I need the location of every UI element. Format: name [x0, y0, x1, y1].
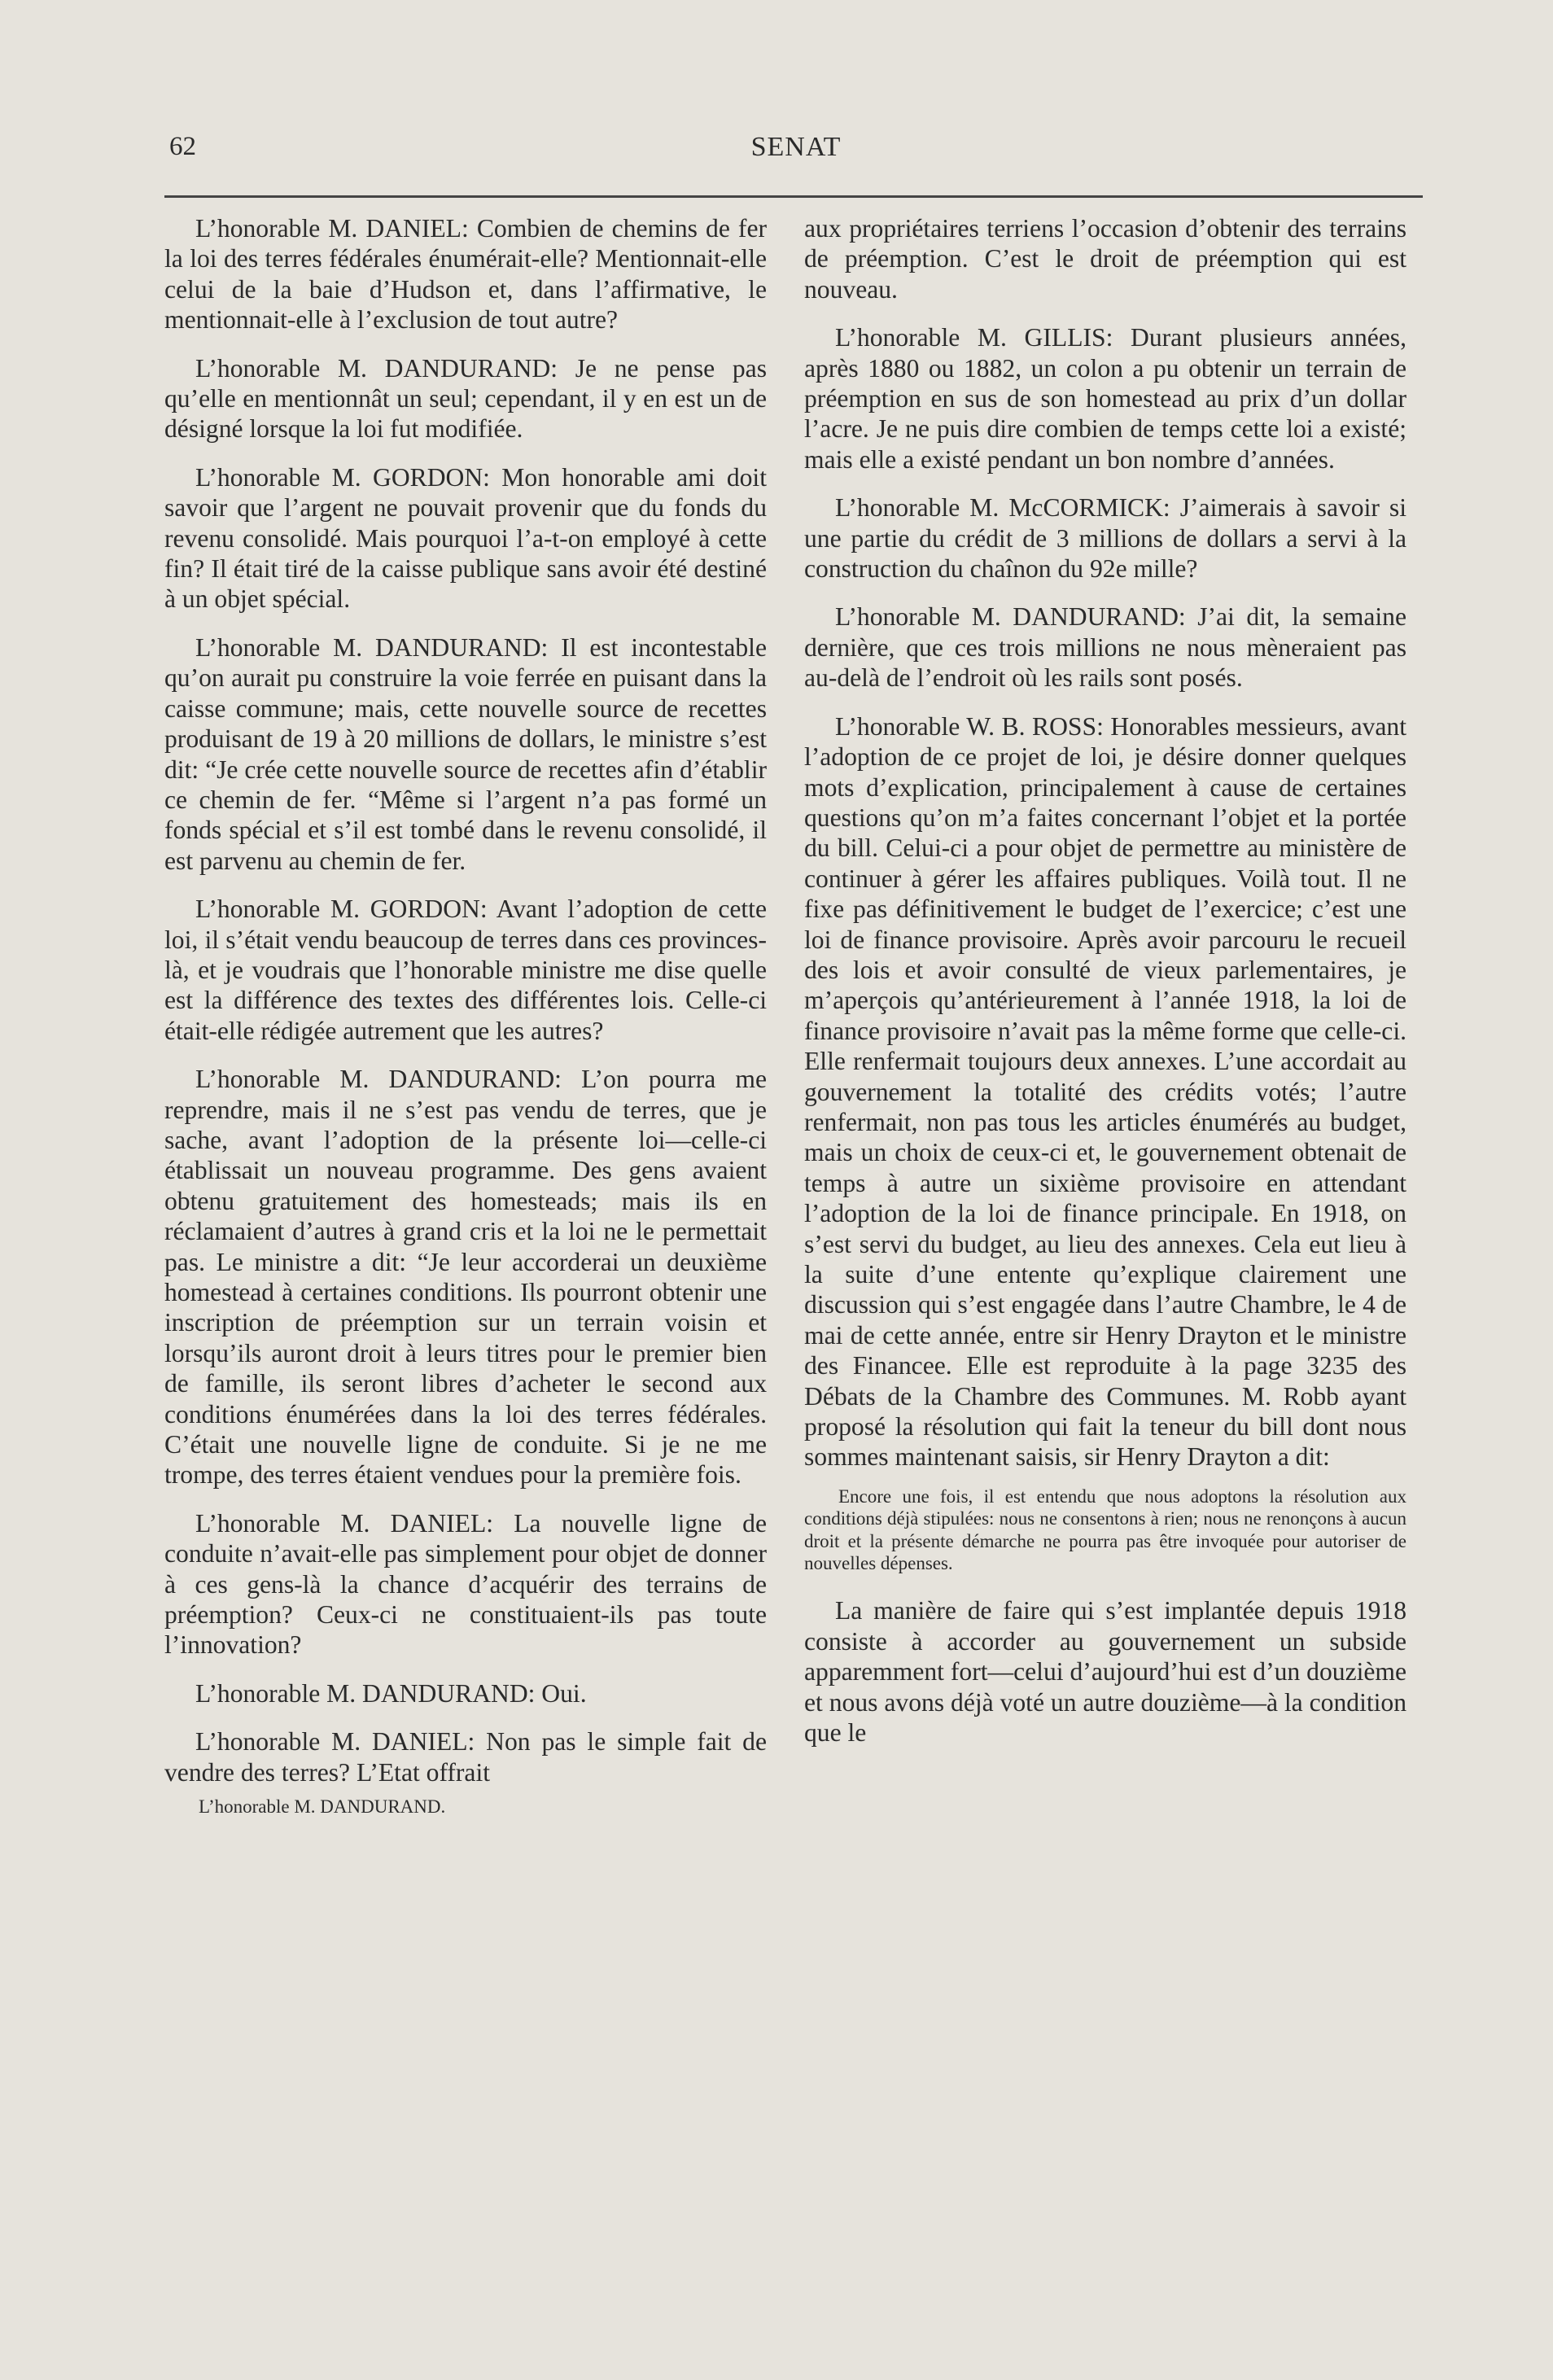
right-column — [804, 213, 1406, 1766]
paragraph: L’honorable M. McCORMICK: J’aimerais à savoir si une partie du crédit de 3 millions de dollars a servi à la construction du chaînon du 92e mille? — [804, 493, 1406, 584]
paragraph: L’honorable M. DANIEL: Combien de chemins de fer la loi des terres fédérales énumérait-elle? Mentionnait-elle celui de la baie d’Hudson et, dans l’affirmative, le mentionnait-elle à l’exclusion de tout autre? — [164, 214, 767, 335]
header-rule — [164, 195, 1423, 198]
paragraph: L’honorable M. DANDURAND: Il est incontestable qu’on aurait pu construire la voie ferrée en puisant dans la caisse commune; mais, cette nouvelle source de recettes produisant de 19 à 20 millions de dollars, le ministre s’est dit: “Je crée cette nouvelle source de recettes afin d’établir ce chemin de fer. “Même si l’argent n’a pas formé un fonds spécial et s’il est tombé dans le revenu consolidé, il est parvenu au chemin de fer. — [164, 632, 767, 875]
paragraph: L’honorable M. DANDURAND: J’ai dit, la semaine dernière, que ces trois millions ne nous mèneraient pas au-delà de l’endroit où les rails sont posés. — [804, 602, 1406, 693]
running-head: SENAT — [750, 132, 842, 162]
paragraph: L’honorable M. DANDURAND: L’on pourra me reprendre, mais il ne s’est pas vendu de terres, que je sache, avant l’adoption de la présente loi—celle-ci établissait un nouveau programme. Des gens avaient obtenu gratuitement des homesteads; mais ils en réclamaient d’autres à grand cris et la loi ne le permettait pas. Le ministre a dit: “Je leur accorderai un deuxième homestead à certaines conditions. Ils pourront obtenir une inscription de préemption sur un terrain voisin et lorsqu’ils auront droit à leurs titres pour le premier bien de famille, ils seront libres d’acheter le second aux conditions énumérées dans la loi des terres fédérales. C’était une nouvelle ligne de conduite. Si je ne me trompe, des terres étaient vendues pour la première fois. — [164, 1065, 767, 1490]
paragraph: L’honorable W. B. ROSS: Honorables messieurs, avant l’adoption de ce projet de loi, je désire donner quelques mots d’explication, principalement à cause de certaines questions qu’on m’a faites concernant l’objet et la portée du bill. Celui-ci a pour objet de permettre au ministère de continuer à gérer les affaires publiques. Voilà tout. Il ne fixe pas définitivement le budget de l’exercice; c’est une loi de finance provisoire. Après avoir parcouru le recueil des lois et avoir consulté de vieux parlementaires, je m’aperçois qu’antérieurement à l’année 1918, la loi de finance provisoire n’avait pas la même forme que celle-ci. Elle renfermait toujours deux annexes. L’une accordait au gouvernement la totalité des crédits votés; l’autre renfermait, non pas tous les articles énumérés au budget, mais un choix de ceux-ci et, le gouvernement obtenait de temps à autre un sixième provisoire en attendant l’adoption de la loi de finance principale. En 1918, on s’est servi du budget, au lieu des annexes. Cela eut lieu à la suite d’une entente qu’explique clairement une discussion qui s’est engagée dans l’autre Chambre, le 4 de mai de cette année, entre sir Henry Drayton et le ministre des Financee. Elle est reproduite à la page 3235 des Débats de la Chambre des Communes. M. Robb ayant proposé la résolution qui fait la teneur du bill dont nous sommes maintenant saisis, sir Henry Drayton a dit: — [804, 711, 1406, 1472]
block-quote: Encore une fois, il est entendu que nous adoptons la résolution aux conditions déjà stipulées: nous ne consentons à rien; nous ne renonçons à aucun droit et la présente démarche ne pourra pas être invoquée pour autoriser de nouvelles dépenses. — [804, 1485, 1406, 1574]
paragraph: L’honorable M. DANDURAND: Oui. — [195, 1678, 587, 1708]
paragraph: L’honorable M. GORDON: Avant l’adoption de cette loi, il s’était vendu beaucoup de terres dans ces provinces-là, et je voudrais que l’honorable ministre me dise quelle est la différence des textes des différentes lois. Celle-ci était-elle rédigée autrement que les autres? — [164, 895, 767, 1045]
paragraph: La manière de faire qui s’est implantée depuis 1918 consiste à accorder au gouvernement un subside apparemment fort—celui d’aujourd’hui est d’un douzième et nous avons déjà voté un autre douzième—à la condition que le — [804, 1596, 1406, 1748]
paragraph: L’honorable M. DANIEL: Non pas le simple fait de vendre des terres? L’Etat offrait — [164, 1727, 767, 1787]
paragraph: L’honorable M. GORDON: Mon honorable ami doit savoir que l’argent ne pouvait provenir que du fonds du revenu consolidé. Mais pourquoi l’a-t-on employé à cette fin? Il était tiré de la caisse publique sans avoir été destiné à un objet spécial. — [164, 462, 767, 614]
left-column — [164, 213, 767, 1818]
paragraph: aux propriétaires terriens l’occasion d’obtenir des terrains de préemption. C’est le droit de préemption qui est nouveau. — [804, 214, 1406, 304]
page-header — [169, 132, 1423, 173]
paragraph: L’honorable M. DANIEL: La nouvelle ligne de conduite n’avait-elle pas simplement pour objet de donner à ces gens-là la chance d’acquérir des terrains de préemption? Ceux-ci ne constituaient-ils pas toute l’innovation? — [164, 1508, 767, 1660]
paragraph: L’honorable M. DANDURAND: Je ne pense pas qu’elle en mentionnât un seul; cependant, il y en est un de désigné lorsque la loi fut modifiée. — [164, 353, 767, 444]
catchword: L’honorable M. DANDURAND. — [199, 1796, 446, 1818]
paragraph: L’honorable M. GILLIS: Durant plusieurs années, après 1880 ou 1882, un colon a pu obtenir un terrain de préemption en sus de son homestead au prix d’un dollar l’acre. Je ne puis dire combien de temps cette loi a existé; mais elle a existé pendant un bon nombre d’années. — [804, 323, 1406, 474]
page-number: 62 — [169, 132, 196, 161]
